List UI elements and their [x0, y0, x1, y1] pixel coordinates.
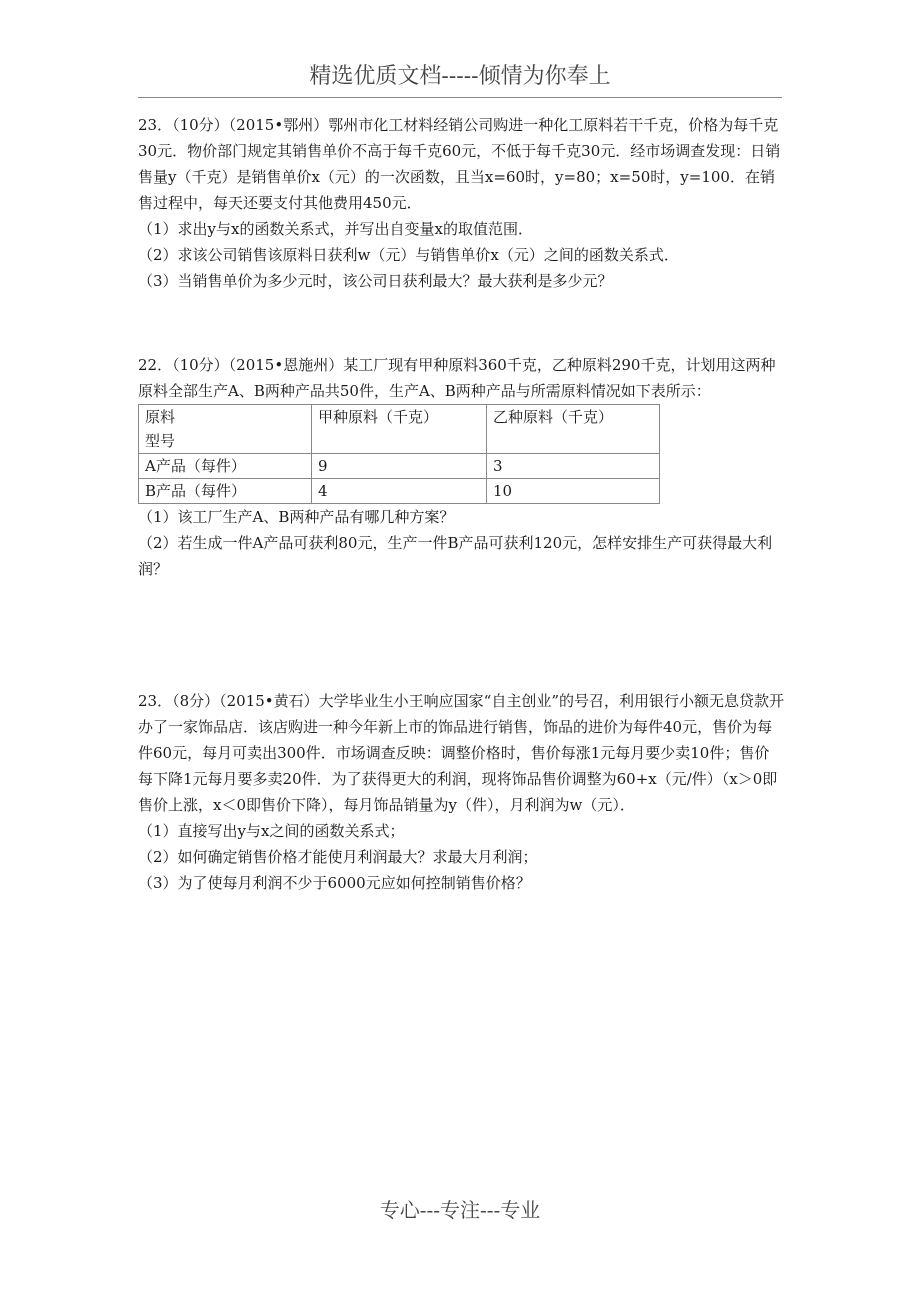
- problem-1: [138, 112, 784, 294]
- table-cell: 9: [312, 454, 487, 479]
- table-cell: 10: [487, 479, 660, 504]
- column-header: 甲种原料（千克）: [312, 405, 487, 454]
- problem-2: [138, 352, 784, 582]
- problem-3: [138, 688, 784, 896]
- corner-bottom-label: 型号: [145, 432, 176, 450]
- question-item: （2）如何确定销售价格才能使月利润最大？求最大月利润；: [138, 848, 538, 866]
- table-header-row: [139, 405, 660, 454]
- question-item: （3）当销售单价为多少元时，该公司日获利最大？最大获利是多少元？: [138, 272, 613, 290]
- corner-top-label: 原料: [145, 408, 176, 426]
- table-row: [139, 479, 660, 504]
- question-item: （1）该工厂生产A、B两种产品有哪几种方案？: [138, 508, 455, 526]
- row-label: A产品（每件）: [139, 454, 312, 479]
- question-item: （3）为了使每月利润不少于6000元应如何控制销售价格？: [138, 874, 531, 892]
- materials-table: [138, 404, 660, 504]
- table-cell: 4: [312, 479, 487, 504]
- question-item: （1）求出y与x的函数关系式，并写出自变量x的取值范围．: [138, 220, 533, 238]
- question-item: （1）直接写出y与x之间的函数关系式；: [138, 822, 405, 840]
- problem-stem: 23．（10分）（2015•鄂州）鄂州市化工材料经销公司购进一种化工原料若干千克，价格为每千克30元．物价部门规定其销售单价不高于每千克60元，不低于每千克30元．经市场调查发现：日销售量y（千克）是销售单价x（元）的一次函数，且当x=60时，y=80；x=50时，y=100．在销售过程中，每天还要支付其他费用450元．: [138, 116, 781, 212]
- header-divider: [138, 97, 782, 98]
- problem-stem: 23．（8分）（2015•黄石）大学毕业生小王响应国家“自主创业”的号召，利用银行小额无息贷款开办了一家饰品店．该店购进一种今年新上市的饰品进行销售，饰品的进价为每件40元，售价为每件60元，每月可卖出300件．市场调查反映：调整价格时，售价每涨1元每月要少卖10件；售价每下降1元每月要多卖20件．为了获得更大的利润，现将饰品售价调整为60+x（元/件）（x＞0即售价上涨，x＜0即售价下降），每月饰品销量为y（件），月利润为w（元）．: [138, 692, 784, 814]
- table-row: [139, 454, 660, 479]
- row-label: B产品（每件）: [139, 479, 312, 504]
- question-item: （2）求该公司销售该原料日获利w（元）与销售单价x（元）之间的函数关系式．: [138, 246, 679, 264]
- page-header: 精选优质文档-----倾情为你奉上: [309, 64, 611, 89]
- table-cell: 3: [487, 454, 660, 479]
- question-item: （2）若生成一件A产品可获利80元，生产一件B产品可获利120元，怎样安排生产可获得最大利润？: [138, 534, 773, 578]
- column-header: 乙种原料（千克）: [487, 405, 660, 454]
- problem-stem: 22．（10分）（2015•恩施州）某工厂现有甲种原料360千克，乙种原料290千克，计划用这两种原料全部生产A、B两种产品共50件，生产A、B两种产品与所需原料情况如下表所示：: [138, 356, 776, 400]
- page-footer: 专心---专注---专业: [379, 1198, 541, 1222]
- table-corner-cell: [139, 405, 312, 454]
